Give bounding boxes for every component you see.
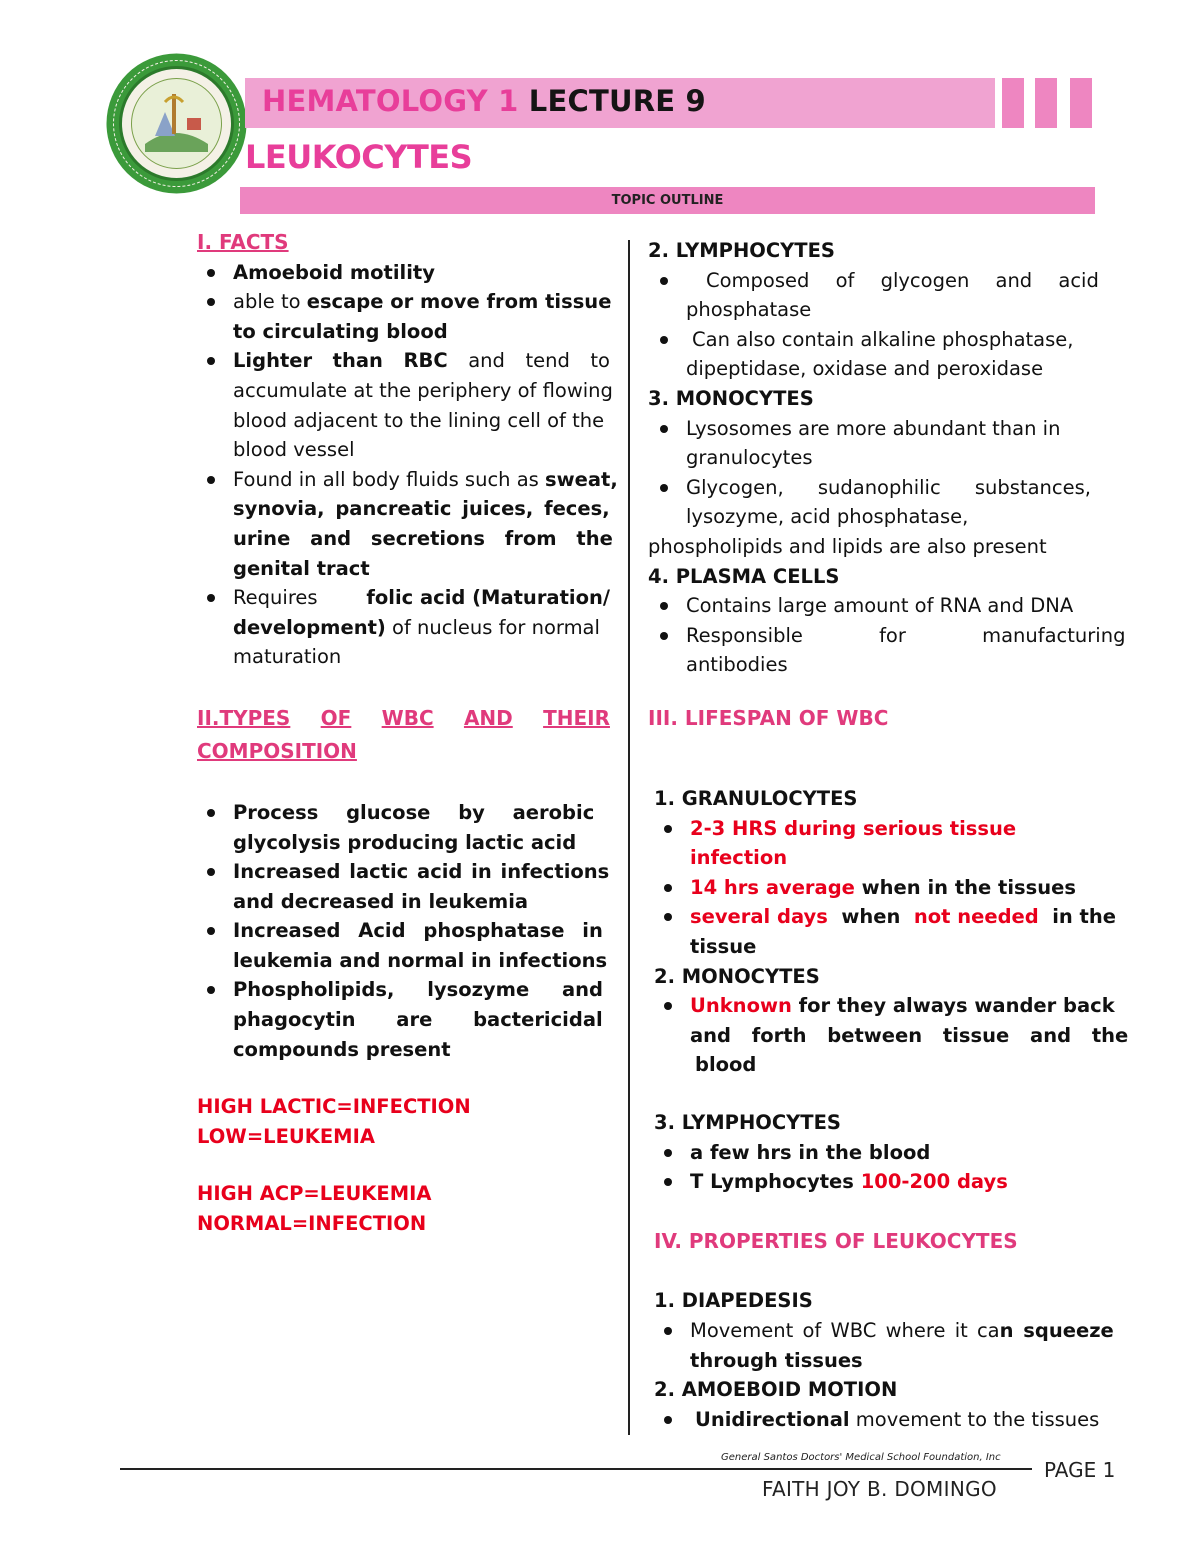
note-text: HIGH ACP=LEUKEMIA bbox=[197, 1182, 432, 1206]
bullet-icon bbox=[664, 1149, 672, 1157]
bullet-icon bbox=[660, 277, 668, 285]
list-item: Unknown for they always wander back and forth between tissue and the blood bbox=[690, 991, 1116, 1080]
bullet-icon bbox=[207, 298, 215, 306]
author-name: FAITH JOY B. DOMINGO bbox=[762, 1477, 997, 1501]
bullet-icon bbox=[207, 594, 215, 602]
section-heading-properties: IV. PROPERTIES OF LEUKOCYTES bbox=[654, 1228, 1018, 1253]
subheading-monocytes: 3. MONOCYTES bbox=[648, 386, 814, 410]
bullet-icon bbox=[660, 425, 668, 433]
list-item: Increased lactic acid in infections and decreased in leukemia bbox=[233, 857, 610, 916]
bullet-icon bbox=[664, 1178, 672, 1186]
bullet-icon bbox=[660, 602, 668, 610]
list-item: 14 hrs average when in the tissues bbox=[690, 873, 1116, 903]
list-item: Responsible for manufacturing antibodies bbox=[686, 621, 1090, 680]
lecture-title: HEMATOLOGY 1 LECTURE 9 bbox=[262, 84, 706, 118]
list-item: Increased Acid phosphatase in leukemia and normal in infections bbox=[233, 916, 610, 975]
list-item: Amoeboid motility bbox=[233, 258, 610, 288]
list-item: Contains large amount of RNA and DNA bbox=[686, 591, 1090, 621]
bullet-icon bbox=[207, 868, 215, 876]
note-text: LOW=LEUKEMIA bbox=[197, 1124, 375, 1148]
bullet-icon bbox=[664, 884, 672, 892]
note-text: NORMAL=INFECTION bbox=[197, 1212, 427, 1236]
list-item: T Lymphocytes 100-200 days bbox=[690, 1167, 1116, 1197]
list-item: Composed of glycogen and acid phosphatase bbox=[686, 266, 1090, 325]
page-number: PAGE 1 bbox=[1044, 1458, 1116, 1482]
section-heading-types: II.TYPES OF WBC AND THEIR COMPOSITION bbox=[197, 705, 610, 763]
list-item: Unidirectional movement to the tissues bbox=[690, 1405, 1116, 1435]
bullet-icon bbox=[664, 913, 672, 921]
bullet-icon bbox=[660, 632, 668, 640]
list-item: Lysosomes are more abundant than in granulocytes bbox=[686, 414, 1090, 473]
bullet-icon bbox=[207, 476, 215, 484]
title-bar-block bbox=[1070, 78, 1092, 128]
list-item: several days when not needed in the tissue bbox=[690, 902, 1116, 961]
list-item: 2-3 HRS during serious tissue infection bbox=[690, 814, 1116, 873]
bullet-icon bbox=[664, 1002, 672, 1010]
list-item: a few hrs in the blood bbox=[690, 1138, 1116, 1168]
school-seal-icon bbox=[105, 52, 248, 195]
title-bar-block bbox=[1035, 78, 1057, 128]
bullet-icon bbox=[207, 269, 215, 277]
subheading-lymphocytes: 2. LYMPHOCYTES bbox=[648, 239, 835, 262]
bullet-icon bbox=[660, 484, 668, 492]
right-lower-column bbox=[654, 784, 1129, 1434]
list-item: able to escape or move from tissue to circulating blood bbox=[233, 287, 610, 346]
list-item: Requires folic acid (Maturation/ development) of nucleus for normal maturation bbox=[233, 583, 610, 672]
list-item: Movement of WBC where it can squeeze through tissues bbox=[690, 1316, 1116, 1375]
section-heading-lifespan: III. LIFESPAN OF WBC bbox=[648, 705, 889, 730]
list-item: Can also contain alkaline phosphatase, dipeptidase, oxidase and peroxidase bbox=[686, 325, 1090, 384]
left-column bbox=[197, 228, 618, 1239]
bullet-icon bbox=[664, 1327, 672, 1335]
subheading-monocytes-lifespan: 2. MONOCYTES bbox=[654, 964, 820, 988]
topic-outline-bar: TOPIC OUTLINE bbox=[240, 187, 1095, 214]
bullet-icon bbox=[664, 825, 672, 833]
list-item: Phospholipids, lysozyme and phagocytin are bactericidal compounds present bbox=[233, 975, 610, 1064]
bullet-icon bbox=[207, 357, 215, 365]
subheading-lymphocytes-lifespan: 3. LYMPHOCYTES bbox=[654, 1110, 841, 1134]
note-text: HIGH LACTIC=INFECTION bbox=[197, 1095, 471, 1119]
bullet-icon bbox=[207, 809, 215, 817]
subheading-diapedesis: 1. DIAPEDESIS bbox=[654, 1289, 813, 1313]
bullet-icon bbox=[207, 927, 215, 935]
title-bar-block bbox=[1002, 78, 1024, 128]
list-item: Glycogen, sudanophilic substances, lysozyme, acid phosphatase, bbox=[686, 473, 1090, 532]
subheading-granulocytes: 1. GRANULOCYTES bbox=[654, 787, 858, 810]
right-column bbox=[648, 236, 1126, 734]
footer-rule bbox=[120, 1468, 1032, 1470]
continuation-text: phospholipids and lipids are also present bbox=[648, 534, 1047, 558]
subheading-plasma-cells: 4. PLASMA CELLS bbox=[648, 564, 840, 588]
bullet-icon bbox=[664, 1416, 672, 1424]
bullet-icon bbox=[207, 986, 215, 994]
footer-school-name: General Santos Doctors' Medical School Foundation, Inc bbox=[721, 1452, 1001, 1463]
section-heading-facts: I. FACTS bbox=[197, 230, 289, 254]
lecture-subtitle: LEUKOCYTES bbox=[245, 138, 473, 176]
list-item: Found in all body fluids such as sweat, synovia, pancreatic juices, feces, urine and secretions from the genital tract bbox=[233, 465, 610, 583]
column-divider bbox=[628, 240, 630, 1435]
subheading-amoeboid-motion: 2. AMOEBOID MOTION bbox=[654, 1378, 898, 1402]
list-item: Lighter than RBC and tend to accumulate at the periphery of flowing blood adjacent to the lining cell of the blood vessel bbox=[233, 346, 610, 464]
list-item: Process glucose by aerobic glycolysis producing lactic acid bbox=[233, 798, 610, 857]
bullet-icon bbox=[660, 336, 668, 344]
